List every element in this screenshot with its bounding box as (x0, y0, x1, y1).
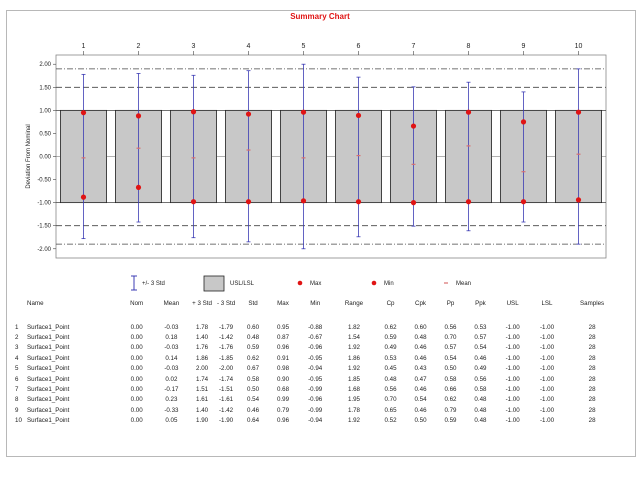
table-cell: -1.00 (539, 417, 555, 425)
table-cell: 1.68 (347, 386, 360, 394)
y-tick-label: 0.00 (39, 154, 51, 161)
y-tick-label: -1.50 (37, 223, 51, 230)
table-cell: 0.59 (384, 334, 397, 342)
table-header-cell: Min (310, 300, 321, 307)
table-cell: 0.52 (384, 417, 397, 425)
table-cell: 3 (15, 344, 19, 352)
table-cell: 28 (588, 365, 596, 373)
table-cell: -1.51 (219, 386, 234, 394)
table-cell: 1.90 (196, 417, 209, 425)
table-cell: 1.40 (196, 334, 209, 342)
table-cell: -0.03 (164, 344, 179, 352)
table-cell: 0.95 (276, 323, 290, 331)
table-cell: 4 (15, 354, 19, 362)
table-cell: 28 (588, 396, 596, 404)
legend-std-label: +/- 3 Std (142, 281, 165, 287)
table-row (14, 353, 620, 363)
table-cell: 0.18 (165, 334, 178, 342)
table-row (14, 332, 620, 342)
table-cell: -1.00 (505, 344, 520, 352)
table-cell: 0.00 (130, 323, 143, 331)
y-tick-label: 0.50 (39, 131, 51, 138)
table-cell: 0.50 (414, 417, 427, 425)
table-cell: 0.67 (247, 365, 260, 373)
table-cell: 0.58 (444, 375, 457, 383)
table-cell: -1.61 (219, 396, 234, 404)
table-cell: 0.59 (444, 417, 457, 425)
table-cell: -0.03 (164, 323, 179, 331)
table-cell: 0.58 (247, 375, 260, 383)
table-cell: 0.54 (414, 396, 427, 404)
table-cell: -0.95 (308, 354, 323, 362)
table-cell: 0.54 (474, 344, 487, 352)
table-cell: 0.00 (130, 386, 143, 394)
max-marker (191, 109, 196, 114)
table-cell: -0.67 (308, 334, 323, 342)
table-cell: 0.00 (130, 344, 143, 352)
table-cell: 9 (15, 406, 19, 414)
table-cell: 0.00 (130, 375, 143, 383)
table-cell: 28 (588, 417, 596, 425)
x-tick-label: 8 (466, 43, 471, 50)
max-marker (246, 111, 251, 116)
max-marker (466, 110, 471, 115)
table-cell: 0.90 (276, 375, 290, 383)
table-cell: 28 (588, 344, 596, 352)
table-cell: 0.62 (384, 323, 397, 331)
max-marker (411, 123, 416, 128)
table-header-cell: USL (506, 300, 519, 307)
table-cell: 0.47 (414, 375, 427, 383)
table-cell: -0.33 (164, 406, 179, 414)
table-cell: 0.70 (444, 334, 457, 342)
table-header-row (14, 300, 620, 322)
table-cell: 0.46 (414, 406, 427, 414)
table-cell: -0.94 (308, 417, 323, 425)
table-cell: 0.00 (130, 365, 143, 373)
table-header-cell: Max (277, 300, 289, 307)
table-cell: -1.74 (219, 375, 234, 383)
table-cell: 0.05 (165, 417, 178, 425)
table-cell: 0.79 (444, 406, 457, 414)
statistics-table-area (14, 300, 620, 426)
table-cell: 0.00 (130, 334, 143, 342)
table-cell: -1.00 (505, 396, 520, 404)
table-cell: 0.60 (414, 323, 427, 331)
table-cell: 28 (588, 334, 596, 342)
y-tick-label: -1.00 (37, 200, 51, 207)
table-cell: 0.48 (247, 334, 260, 342)
table-cell: 28 (588, 375, 596, 383)
table-cell: 28 (588, 386, 596, 394)
table-cell: -1.90 (219, 417, 234, 425)
table-row (14, 374, 620, 384)
table-cell: Surface1_Point (27, 354, 70, 362)
table-cell: -1.00 (539, 323, 555, 331)
table-cell: 0.49 (384, 344, 397, 352)
table-cell: 0.54 (444, 354, 457, 362)
min-marker (466, 199, 471, 204)
table-cell: 0.49 (474, 365, 487, 373)
table-cell: -0.17 (164, 386, 179, 394)
statistics-table (14, 300, 620, 426)
max-marker (81, 110, 86, 115)
legend-mean-label: Mean (456, 281, 472, 287)
y-tick-label: -2.00 (37, 246, 51, 253)
table-cell: -1.00 (505, 365, 520, 373)
legend-min-label: Min (384, 281, 394, 287)
min-marker (411, 200, 416, 205)
table-row (14, 395, 620, 405)
table-cell: -1.00 (505, 323, 520, 331)
table-cell: 0.00 (130, 354, 143, 362)
y-tick-label: -0.50 (37, 177, 51, 184)
table-cell: 1.95 (347, 396, 360, 404)
table-cell: Surface1_Point (27, 375, 70, 383)
table-header-index (14, 300, 26, 322)
chart-legend (131, 276, 471, 291)
table-cell: 0.53 (474, 323, 487, 331)
table-cell: -1.00 (505, 406, 520, 414)
table-cell: -2.00 (219, 365, 234, 373)
x-tick-label: 10 (574, 43, 583, 50)
table-cell: Surface1_Point (27, 365, 70, 373)
table-cell: 0.50 (247, 386, 260, 394)
table-cell: 0.70 (384, 396, 397, 404)
table-cell: 0.48 (474, 396, 487, 404)
table-cell: 28 (588, 406, 596, 414)
table-cell: -0.99 (308, 386, 323, 394)
table-cell: 1.86 (347, 354, 360, 362)
x-tick-label: 6 (356, 43, 361, 50)
table-header-cell: Pp (446, 300, 455, 307)
table-row (14, 322, 620, 332)
table-header-cell: Range (344, 300, 364, 307)
table-cell: -1.00 (539, 386, 555, 394)
x-tick-label: 2 (136, 43, 141, 50)
table-cell: 0.48 (474, 406, 487, 414)
table-header-cell: Samples (580, 300, 605, 307)
table-cell: -1.00 (505, 375, 520, 383)
table-cell: 0.48 (414, 334, 427, 342)
table-cell: -0.99 (308, 406, 323, 414)
table-cell: 0.56 (384, 386, 397, 394)
table-cell: 0.62 (444, 396, 457, 404)
table-cell: 1.54 (347, 334, 360, 342)
table-cell: 0.99 (276, 396, 290, 404)
table-cell: 0.91 (276, 354, 290, 362)
table-cell: 1.74 (196, 375, 209, 383)
table-cell: 1.86 (196, 354, 209, 362)
table-cell: -0.94 (308, 365, 323, 373)
x-tick-label: 5 (301, 43, 306, 50)
table-cell: 0.53 (384, 354, 397, 362)
table-cell: 0.45 (384, 365, 397, 373)
table-header-cell: Mean (163, 300, 180, 307)
table-cell: 0.66 (444, 386, 457, 394)
table-cell: 1.76 (196, 344, 209, 352)
x-tick-label: 7 (411, 43, 416, 50)
table-cell: 2 (15, 334, 19, 342)
table-cell: 8 (15, 396, 19, 404)
table-cell: 0.46 (414, 354, 427, 362)
table-row (14, 416, 620, 426)
x-tick-label: 3 (191, 43, 196, 50)
legend-max-symbol (298, 281, 303, 286)
y-tick-label: 1.50 (39, 85, 51, 92)
table-cell: -0.03 (164, 365, 179, 373)
max-marker (356, 113, 361, 118)
table-cell: 0.43 (414, 365, 427, 373)
table-header-cell: + 3 Std (192, 300, 212, 307)
table-cell: 6 (15, 375, 19, 383)
table-cell: -0.88 (308, 323, 323, 331)
table-cell: -1.00 (505, 334, 520, 342)
table-cell: 1.78 (196, 323, 209, 331)
table-cell: 0.79 (276, 406, 290, 414)
table-cell: 0.98 (276, 365, 290, 373)
min-marker (191, 199, 196, 204)
table-cell: 0.46 (414, 386, 427, 394)
table-header-cell: Std (248, 300, 258, 307)
table-cell: -0.96 (308, 344, 323, 352)
table-cell: 0.46 (247, 406, 260, 414)
table-cell: Surface1_Point (27, 417, 70, 425)
table-cell: 2.00 (196, 365, 209, 373)
x-tick-label: 9 (521, 43, 526, 50)
table-cell: 0.57 (444, 344, 457, 352)
table-cell: -0.96 (308, 396, 323, 404)
max-marker (301, 110, 306, 115)
table-cell: Surface1_Point (27, 334, 70, 342)
table-cell: 0.58 (474, 386, 487, 394)
table-header-cell: Cpk (415, 300, 427, 307)
table-cell: -1.00 (505, 417, 520, 425)
table-cell: -1.42 (219, 406, 234, 414)
table-cell: 10 (15, 417, 22, 425)
min-marker (576, 197, 581, 202)
table-cell: 0.57 (474, 334, 487, 342)
table-cell: 1.51 (196, 386, 209, 394)
table-cell: -1.00 (539, 375, 555, 383)
table-cell: 0.65 (384, 406, 397, 414)
table-cell: 0.00 (130, 417, 143, 425)
min-marker (301, 198, 306, 203)
table-cell: 0.96 (276, 417, 290, 425)
table-cell: -1.00 (505, 354, 520, 362)
x-tick-label: 1 (81, 43, 86, 50)
max-marker (576, 110, 581, 115)
table-cell: -0.95 (308, 375, 323, 383)
table-header-cell: Cp (386, 300, 395, 307)
table-cell: -1.85 (219, 354, 234, 362)
table-cell: -1.00 (505, 386, 520, 394)
table-cell: -1.00 (539, 344, 555, 352)
table-cell: 0.96 (276, 344, 290, 352)
table-header-cell: Ppk (475, 300, 486, 307)
table-cell: 7 (15, 386, 19, 394)
table-header-cell: LSL (541, 300, 553, 307)
table-cell: 0.56 (474, 375, 487, 383)
table-cell: 0.48 (384, 375, 397, 383)
table-cell: 0.54 (247, 396, 260, 404)
legend-box-label: USL/LSL (230, 281, 255, 287)
table-cell: 28 (588, 323, 596, 331)
table-cell: 1.92 (347, 344, 360, 352)
table-cell: 1.85 (347, 375, 360, 383)
table-cell: 0.56 (444, 323, 457, 331)
y-tick-label: 2.00 (39, 62, 51, 69)
min-marker (356, 199, 361, 204)
table-cell: 0.14 (165, 354, 178, 362)
table-row (14, 384, 620, 394)
table-cell: 0.48 (474, 417, 487, 425)
table-cell: Surface1_Point (27, 396, 70, 404)
table-cell: 0.02 (165, 375, 178, 383)
table-cell: 1.92 (347, 417, 360, 425)
table-cell: 0.46 (474, 354, 487, 362)
table-cell: -1.00 (539, 334, 555, 342)
table-cell: 0.23 (165, 396, 178, 404)
table-cell: 0.50 (444, 365, 457, 373)
table-cell: -1.00 (539, 396, 555, 404)
table-row (14, 405, 620, 415)
table-cell: 1.61 (196, 396, 209, 404)
table-cell: -1.79 (219, 323, 234, 331)
table-cell: 5 (15, 365, 19, 373)
legend-min-symbol (372, 281, 377, 286)
table-cell: 1.82 (347, 323, 360, 331)
y-axis-label: Deviation From Nominal (26, 124, 32, 189)
table-cell: -1.00 (539, 406, 555, 414)
table-row (14, 343, 620, 353)
table-cell: -1.76 (219, 344, 234, 352)
table-cell: -1.00 (539, 354, 555, 362)
table-cell: 0.60 (247, 323, 260, 331)
y-tick-label: 1.00 (39, 108, 51, 115)
table-cell: 0.87 (276, 334, 290, 342)
min-marker (136, 185, 141, 190)
table-cell: 0.00 (130, 406, 143, 414)
table-header-cell: Name (27, 300, 44, 307)
chart-title: Summary Chart (290, 12, 350, 21)
legend-max-label: Max (310, 281, 322, 287)
table-cell: Surface1_Point (27, 406, 70, 414)
table-cell: Surface1_Point (27, 386, 70, 394)
table-cell: -1.00 (539, 365, 555, 373)
table-header-cell: Nom (130, 300, 144, 307)
table-cell: 0.46 (414, 344, 427, 352)
table-cell: Surface1_Point (27, 344, 70, 352)
table-cell: 0.68 (276, 386, 290, 394)
x-tick-label: 4 (246, 43, 251, 50)
legend-box-symbol (204, 276, 224, 291)
min-marker (81, 195, 86, 200)
table-cell: 0.62 (247, 354, 260, 362)
table-cell: 28 (588, 354, 596, 362)
table-cell: Surface1_Point (27, 323, 70, 331)
max-marker (521, 119, 526, 124)
table-cell: 1 (15, 323, 19, 331)
table-cell: 0.59 (247, 344, 260, 352)
table-cell: 1.40 (196, 406, 209, 414)
min-marker (246, 199, 251, 204)
table-cell: 1.92 (347, 365, 360, 373)
table-cell: 0.00 (130, 396, 143, 404)
table-cell: -1.42 (219, 334, 234, 342)
table-row (14, 364, 620, 374)
min-marker (521, 199, 526, 204)
table-cell: 0.64 (247, 417, 260, 425)
table-header-cell: - 3 Std (216, 300, 236, 307)
max-marker (136, 113, 141, 118)
table-cell: 1.78 (347, 406, 360, 414)
